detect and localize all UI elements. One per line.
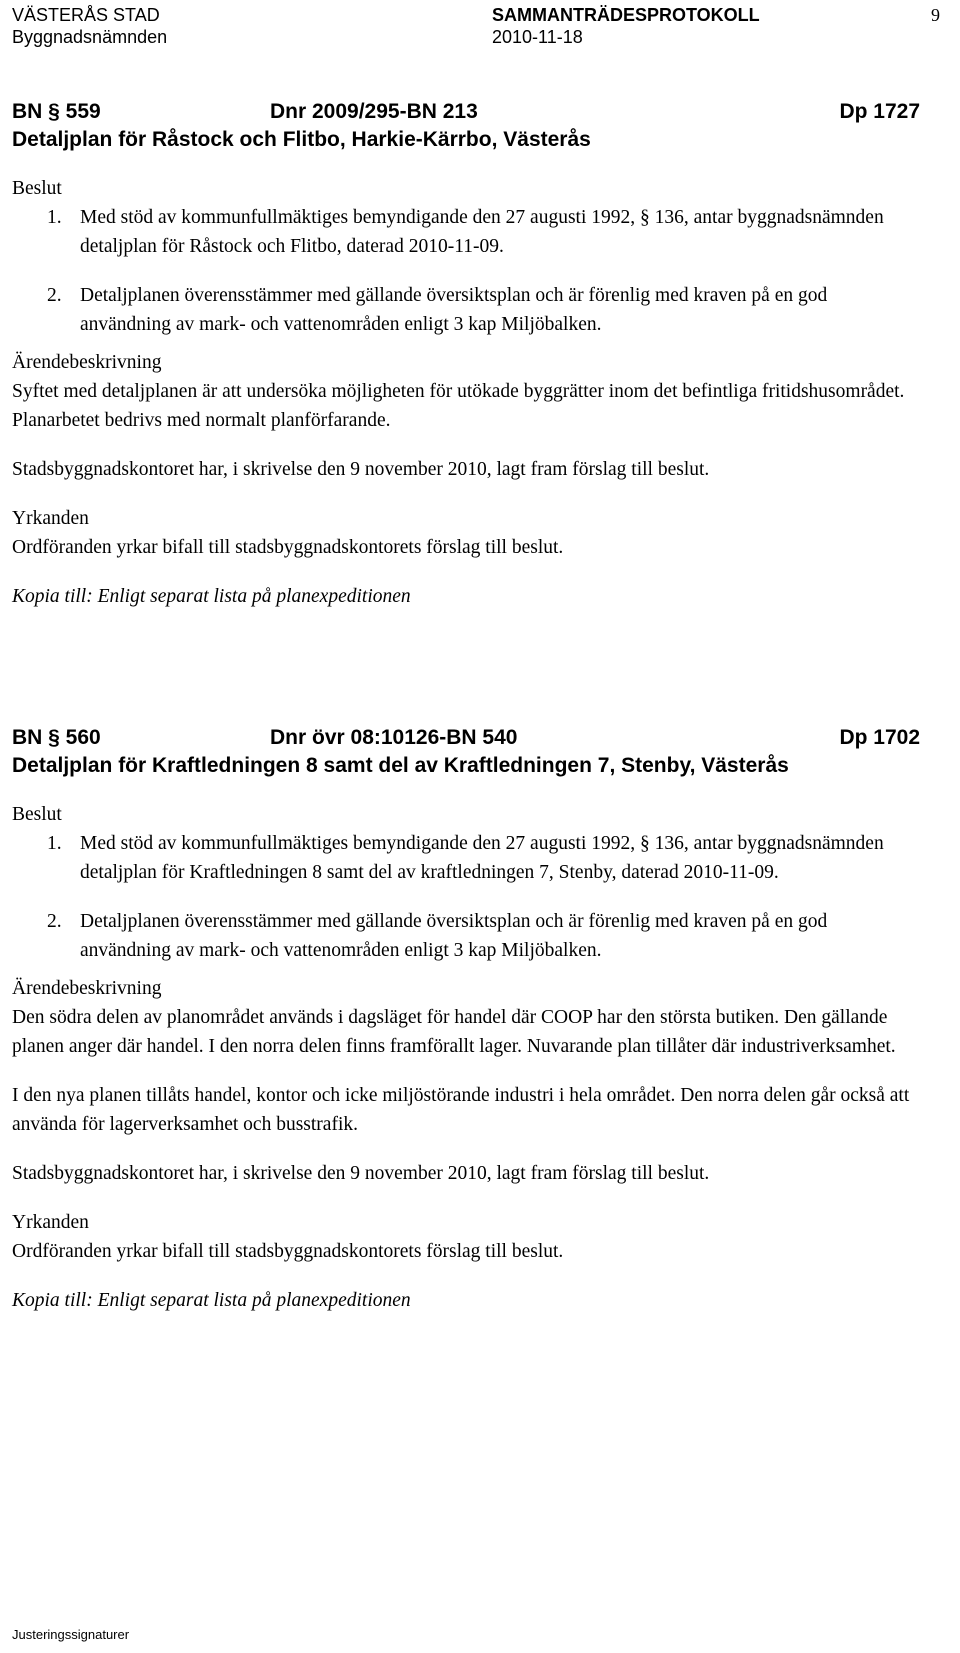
arende-paragraph: I den nya planen tillåts handel, kontor och icke miljöstörande industri i hela området. Den norra delen går också att använda för lagerverksamhet och busstrafik. [12, 1085, 910, 1135]
diary-number: Dnr övr 08:10126-BN 540 [270, 726, 518, 749]
decision-number: 2. [47, 285, 62, 306]
org-name: VÄSTERÅS STAD [12, 5, 160, 25]
page-header [12, 4, 940, 48]
yrkanden-text: Ordföranden yrkar bifall till stadsbyggnadskontorets förslag till beslut. [12, 1241, 564, 1262]
item-title: Detaljplan för Råstock och Flitbo, Harkie-Kärrbo, Västerås [12, 128, 591, 151]
decision-point [12, 203, 920, 261]
arende-paragraph: Stadsbyggnadskontoret har, i skrivelse den 9 november 2010, lagt fram förslag till beslut. [12, 459, 710, 480]
item-reference-line [12, 98, 920, 126]
agenda-item-559 [12, 98, 920, 611]
arende-paragraph: Den södra delen av planområdet används i dagsläget för handel där COOP har den största butiken. Den gällande planen anger där handel. I den norra delen finns framförallt lager. Nuvarande plan tillåter där industriverksamhet. [12, 1007, 896, 1057]
yrkanden-heading: Yrkanden [12, 508, 89, 529]
decision-text: Med stöd av kommunfullmäktiges bemyndigande den 27 augusti 1992, § 136, antar byggnadsnämnden detaljplan för Råstock och Flitbo, daterad 2010-11-09. [80, 207, 884, 257]
beslut-heading: Beslut [12, 804, 62, 825]
decision-text: Detaljplanen överensstämmer med gällande översiktsplan och är förenlig med kraven på en god användning av mark- och vattenområden enligt 3 kap Miljöbalken. [80, 285, 828, 335]
item-title: Detaljplan för Kraftledningen 8 samt del av Kraftledningen 7, Stenby, Västerås [12, 754, 789, 777]
department: Byggnadsnämnden [12, 27, 168, 47]
decision-point [12, 281, 920, 339]
decision-number: 2. [47, 911, 62, 932]
signature-label: Justeringssignaturer [12, 1627, 130, 1642]
paragraph-number: BN § 559 [12, 100, 101, 123]
arende-heading: Ärendebeskrivning [12, 978, 162, 999]
header-center [492, 4, 760, 48]
decision-point [12, 907, 920, 965]
copy-to-note: Kopia till: Enligt separat lista på planexpeditionen [12, 1290, 411, 1311]
decision-text: Med stöd av kommunfullmäktiges bemyndigande den 27 augusti 1992, § 136, antar byggnadsnämnden detaljplan för Kraftledningen 8 samt del av kraftledningen 7, Stenby, daterad 2010-11-09. [80, 833, 884, 883]
arende-heading: Ärendebeskrivning [12, 352, 162, 373]
paragraph-number: BN § 560 [12, 726, 101, 749]
decision-number: 1. [47, 207, 62, 228]
diary-number: Dnr 2009/295-BN 213 [270, 100, 478, 123]
decision-text: Detaljplanen överensstämmer med gällande översiktsplan och är förenlig med kraven på en god användning av mark- och vattenområden enligt 3 kap Miljöbalken. [80, 911, 828, 961]
copy-to-note: Kopia till: Enligt separat lista på planexpeditionen [12, 586, 411, 607]
plan-number: Dp 1727 [839, 100, 920, 123]
agenda-item-560 [12, 724, 920, 1315]
page-number: 9 [931, 5, 940, 25]
decision-number: 1. [47, 833, 62, 854]
yrkanden-text: Ordföranden yrkar bifall till stadsbyggnadskontorets förslag till beslut. [12, 537, 564, 558]
plan-number: Dp 1702 [839, 726, 920, 749]
header-left [12, 4, 167, 48]
yrkanden-heading: Yrkanden [12, 1212, 89, 1233]
decision-point [12, 829, 920, 887]
meeting-date: 2010-11-18 [492, 27, 583, 47]
beslut-heading: Beslut [12, 178, 62, 199]
arende-paragraph: Syftet med detaljplanen är att undersöka möjligheten för utökade byggrätter inom det befintliga fritidshusområdet. Planarbetet bedrivs med normalt planförfarande. [12, 381, 905, 431]
item-reference-line [12, 724, 920, 752]
arende-paragraph: Stadsbyggnadskontoret har, i skrivelse den 9 november 2010, lagt fram förslag till beslut. [12, 1163, 710, 1184]
document-type: SAMMANTRÄDESPROTOKOLL [492, 5, 760, 25]
